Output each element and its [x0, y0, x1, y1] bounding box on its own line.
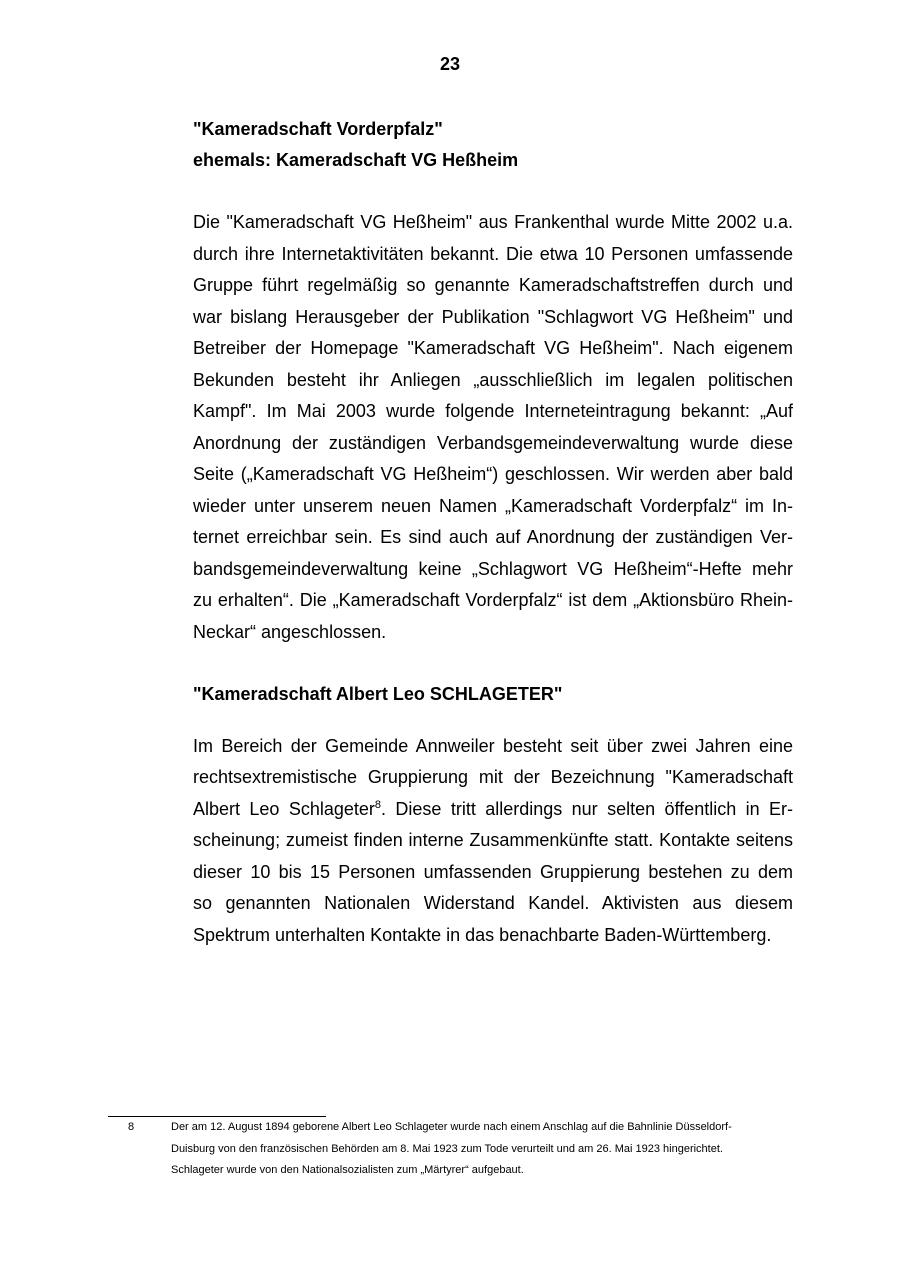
- footnote-line: Duisburg von den französischen Behörden am 8. Mai 1923 zum Tode verurteilt und am 26. Mai 1923 hingerichtet.: [171, 1143, 723, 1155]
- body-line: Gruppe führt regelmäßig so genannte Kameradschaftstreffen durch und: [193, 275, 793, 295]
- body-line: Die "Kameradschaft VG Heßheim" aus Frankenthal wurde Mitte 2002 u.a.: [193, 212, 793, 232]
- body-line: durch ihre Internetaktivitäten bekannt. Die etwa 10 Personen umfassende: [193, 244, 793, 264]
- line-text: Albert Leo Schlageter: [193, 799, 375, 819]
- section1-title: "Kameradschaft Vorderpfalz": [193, 119, 443, 139]
- body-line: Spektrum unterhalten Kontakte in das benachbarte Baden-Württemberg.: [193, 925, 772, 945]
- body-line: Bekunden besteht ihr Anliegen „ausschließlich im legalen politischen: [193, 370, 793, 390]
- section1-subtitle: ehemals: Kameradschaft VG Heßheim: [193, 150, 519, 170]
- body-line: rechtsextremistische Gruppierung mit der Bezeichnung "Kameradschaft: [193, 767, 793, 787]
- body-line: Betreiber der Homepage "Kameradschaft VG Heßheim". Nach eigenem: [193, 338, 793, 358]
- body-line: wieder unter unserem neuen Namen „Kameradschaft Vorderpfalz“ im In-: [193, 496, 793, 516]
- body-line: so genannten Nationalen Widerstand Kandel. Aktivisten aus diesem: [193, 893, 793, 913]
- footnote-reference[interactable]: 8: [374, 799, 382, 811]
- body-line: war bislang Herausgeber der Publikation "Schlagwort VG Heßheim" und: [193, 307, 793, 327]
- page-number: 23: [439, 54, 461, 74]
- line-text: . Diese tritt allerdings nur selten öffentlich in Er-: [381, 799, 794, 819]
- body-line: ternet erreichbar sein. Es sind auch auf Anordnung der zuständigen Ver-: [193, 527, 793, 547]
- section2-title: "Kameradschaft Albert Leo SCHLAGETER": [193, 684, 563, 704]
- footnote-line: Schlageter wurde von den Nationalsozialisten zum „Märtyrer“ aufgebaut.: [171, 1164, 524, 1176]
- body-line: [193, 794, 793, 825]
- body-line: Anordnung der zuständigen Verbandsgemeindeverwaltung wurde diese: [193, 433, 793, 453]
- body-line: scheinung; zumeist finden interne Zusammenkünfte statt. Kontakte seitens: [193, 830, 793, 850]
- body-line: zu erhalten“. Die „Kameradschaft Vorderpfalz“ ist dem „Aktionsbüro Rhein-: [193, 590, 793, 610]
- body-line: Neckar“ angeschlossen.: [193, 622, 387, 642]
- footnote-number: 8: [128, 1121, 135, 1133]
- body-line: dieser 10 bis 15 Personen umfassenden Gruppierung bestehen zu dem: [193, 862, 793, 882]
- body-line: Im Bereich der Gemeinde Annweiler besteht seit über zwei Jahren eine: [193, 736, 793, 756]
- body-line: Seite („Kameradschaft VG Heßheim“) geschlossen. Wir werden aber bald: [193, 464, 793, 484]
- body-line: Kampf". Im Mai 2003 wurde folgende Interneteintragung bekannt: „Auf: [193, 401, 793, 421]
- body-line: bandsgemeindeverwaltung keine „Schlagwort VG Heßheim“-Hefte mehr: [193, 559, 793, 579]
- footnote-line: Der am 12. August 1894 geborene Albert Leo Schlageter wurde nach einem Anschlag auf die Bahnlinie Düsseldorf-: [171, 1121, 732, 1133]
